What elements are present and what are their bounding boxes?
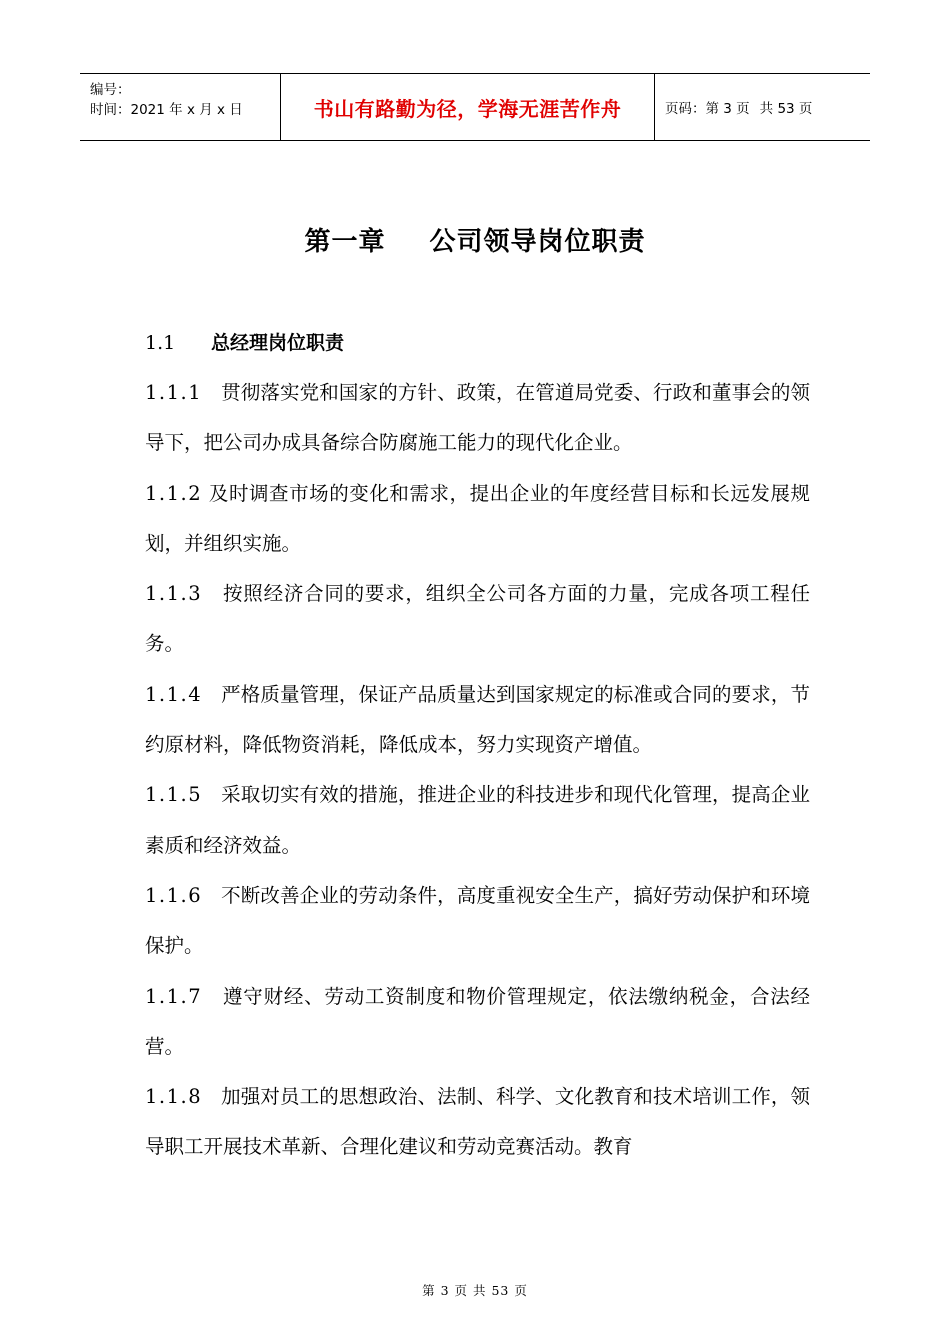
header-total-pages: 共 53 页 (759, 101, 813, 117)
paragraph-number: 1.1.5 (145, 783, 203, 807)
paragraph-text: 及时调查市场的变化和需求，提出企业的年度经营目标和长远发展规划，并组织实施。 (145, 481, 810, 555)
chapter-title: 公司领导岗位职责 (429, 227, 646, 257)
header-page-cell (655, 74, 870, 140)
paragraph-number: 1.1.4 (145, 682, 203, 706)
paragraph-number: 1.1.2 (145, 481, 203, 505)
paragraph (145, 368, 810, 469)
chapter-heading (0, 224, 950, 260)
paragraph-text: 不断改善企业的劳动条件，高度重视安全生产，搞好劳动保护和环境保护。 (145, 883, 810, 958)
paragraph (145, 569, 810, 670)
paragraph-number: 1.1.8 (145, 1085, 203, 1109)
serial-number-label: 编号： (90, 82, 131, 98)
header-motto: 书山有路勤为径，学海无涯苦作舟 (313, 96, 622, 121)
paragraph (145, 770, 810, 871)
paragraph-text: 严格质量管理，保证产品质量达到国家规定的标准或合同的要求，节约原材料，降低物资消耗，降低成本，努力实现资产增值。 (145, 682, 810, 757)
paragraph (145, 972, 810, 1073)
header-motto-cell (281, 74, 655, 140)
paragraph-text: 按照经济合同的要求，组织全公司各方面的力量，完成各项工程任务。 (145, 582, 810, 656)
date-label: 时间：2021 年 x 月 x 日 (90, 102, 243, 118)
paragraph-number: 1.1.1 (145, 381, 203, 404)
chapter-number: 第一章 (304, 227, 386, 257)
section-number: 1.1 (145, 332, 176, 354)
paragraph (145, 871, 810, 972)
paragraph-text: 遵守财经、劳动工资制度和物价管理规定，依法缴纳税金，合法经营。 (145, 984, 810, 1058)
paragraph (145, 1072, 810, 1173)
paragraph-text: 加强对员工的思想政治、法制、科学、文化教育和技术培训工作，领导职工开展技术革新、合理化建议和劳动竞赛活动。教育 (145, 1085, 810, 1159)
header-page-number: 页码：第 3 页 (665, 101, 750, 117)
paragraph-number: 1.1.7 (145, 984, 203, 1008)
page-footer (0, 1281, 950, 1299)
paragraph (145, 469, 810, 570)
document-header (80, 73, 870, 141)
paragraph-text: 采取切实有效的措施，推进企业的科技进步和现代化管理，提高企业素质和经济效益。 (145, 783, 810, 857)
paragraph-text: 贯彻落实党和国家的方针、政策，在管道局党委、行政和董事会的领导下，把公司办成具备综合防腐施工能力的现代化企业。 (145, 381, 810, 455)
document-body (145, 368, 810, 1173)
section-heading (145, 328, 344, 358)
header-meta-cell (80, 74, 281, 140)
paragraph-number: 1.1.6 (145, 883, 203, 907)
paragraph-number: 1.1.3 (145, 582, 203, 606)
paragraph (145, 670, 810, 771)
footer-page-number: 第 3 页 共 53 页 (422, 1283, 528, 1298)
section-title: 总经理岗位职责 (211, 332, 345, 354)
